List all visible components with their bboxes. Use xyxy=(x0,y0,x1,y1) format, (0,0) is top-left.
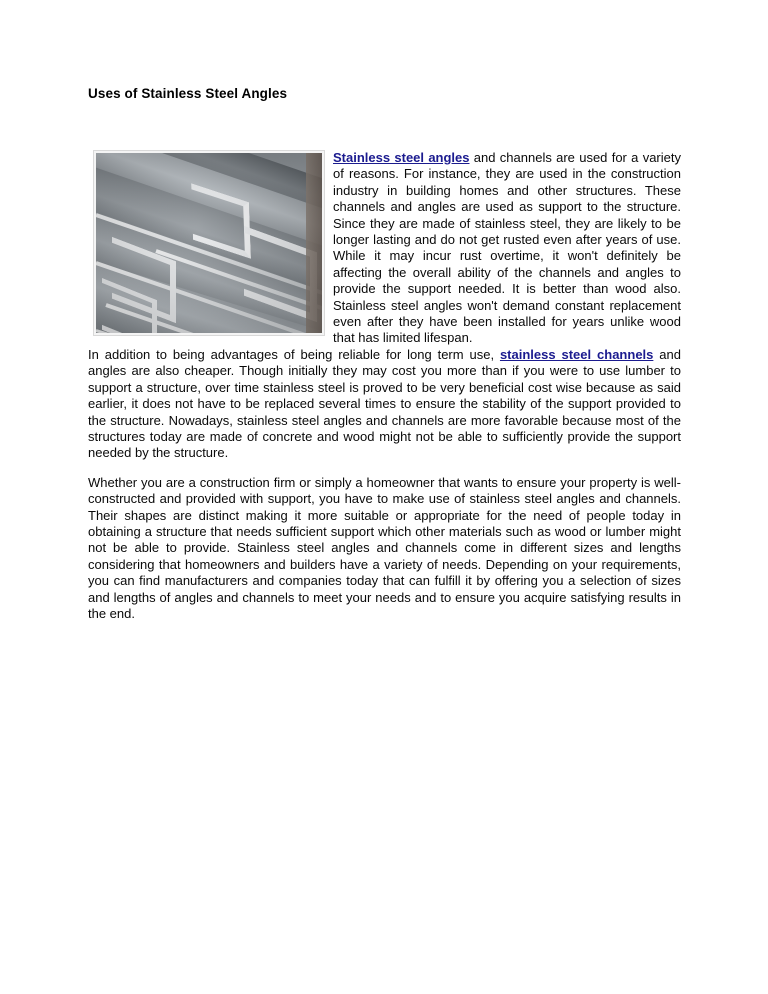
article-body xyxy=(88,150,681,347)
photo-canvas xyxy=(96,153,322,333)
title-spacer xyxy=(88,102,681,150)
paragraph-3: Whether you are a construction firm or simply a homeowner that wants to ensure your property is well-constructed and provided with support, you have to make use of stainless steel angles and channels. Their shapes are distinct making it more suitable or appropriate for the need of people today in obtaining a structure that needs sufficient support which other materials such as wood or lumber might not be able to provide. Stainless steel angles and channels come in different sizes and lengths considering that homeowners and builders have a variety of needs. Depending on your requirements, you can find manufacturers and companies today that can fulfill it by offering you a selection of sizes and lengths of angles and channels to meet your needs and to ensure you acquire satisfying results in the end. xyxy=(88,474,681,621)
paragraph-2 xyxy=(88,347,681,462)
paragraph-2-text-after: and angles are also cheaper. Though initially they may cost you more than if you were to use lumber to support a structure, over time stainless steel is proved to be very beneficial cost wise because as said earlier, it does not have to be replaced several times to ensure the stability of the support provided to the structure. Nowadays, stainless steel angles and channels are more favorable because most of the structures today are made of concrete and wood might not be able to sufficiently provide the support needed by the structure. xyxy=(88,346,681,461)
photo-vignette xyxy=(96,153,322,333)
paragraph-2-text-before: In addition to being advantages of being reliable for long term use, xyxy=(88,346,500,362)
document-content xyxy=(88,86,681,622)
stainless-steel-channels-photo xyxy=(93,150,325,336)
link-stainless-steel-angles[interactable]: Stainless steel angles xyxy=(333,150,470,165)
paragraph-1-text: and channels are used for a variety of reasons. For instance, they are used in the construction industry in building homes and other structures. These channels and angles are used as support to the structure. Since they are made of stainless steel, they are likely to be longer lasting and do not get rusted even after years of use. While it may incur rust overtime, it won't definitely be affecting the overall ability of the channels and angles to provide the support needed. It is better than wood also. Stainless steel angles won't demand constant replacement even after they have been installed for years unlike wood that has limited lifespan. xyxy=(333,150,681,346)
link-stainless-steel-channels[interactable]: stainless steel channels xyxy=(499,346,654,362)
page-title: Uses of Stainless Steel Angles xyxy=(88,86,288,101)
